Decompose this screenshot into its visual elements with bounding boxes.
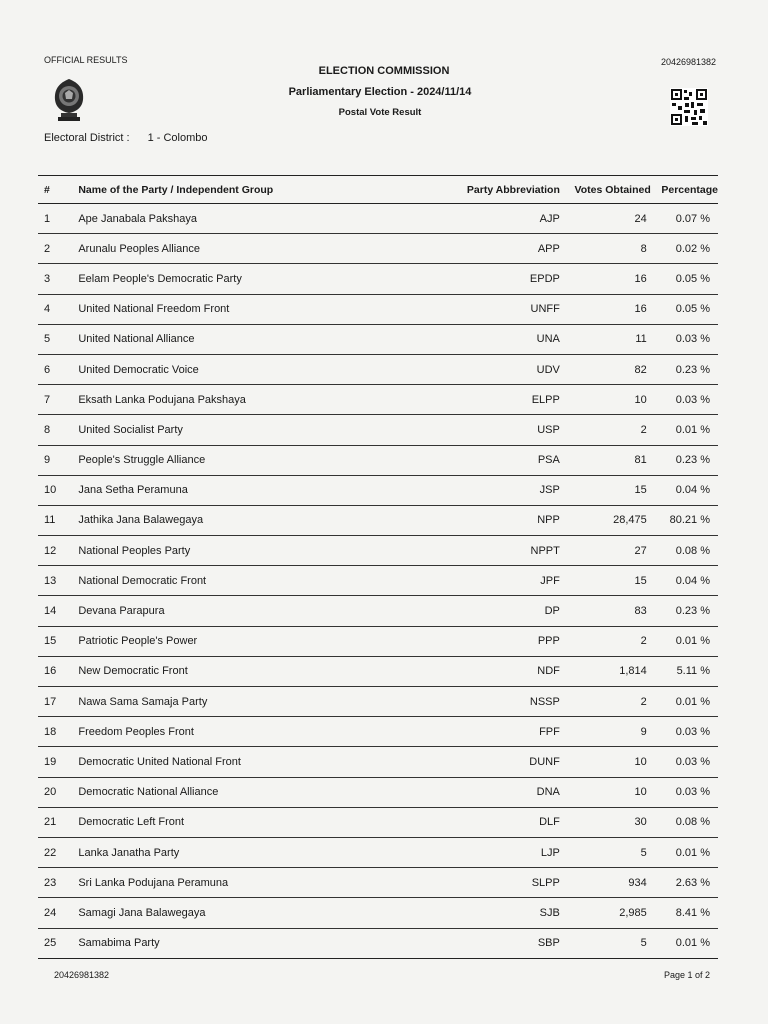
qr-code-icon <box>670 88 708 126</box>
votes-obtained: 8 <box>560 234 651 264</box>
votes-obtained: 28,475 <box>560 505 651 535</box>
party-name: People's Struggle Alliance <box>78 445 371 475</box>
percentage: 0.04 % <box>651 475 718 505</box>
table-row <box>38 204 718 234</box>
votes-obtained: 10 <box>560 747 651 777</box>
table-row <box>38 415 718 445</box>
party-name: United Socialist Party <box>78 415 371 445</box>
row-number: 14 <box>38 596 78 626</box>
percentage: 0.03 % <box>651 717 718 747</box>
table-row <box>38 596 718 626</box>
table-row <box>38 777 718 807</box>
table-row <box>38 385 718 415</box>
percentage: 0.23 % <box>651 445 718 475</box>
votes-obtained: 15 <box>560 475 651 505</box>
row-number: 7 <box>38 385 78 415</box>
district-label: Electoral District : <box>44 132 130 144</box>
votes-obtained: 2 <box>560 626 651 656</box>
party-abbreviation: NPPT <box>371 536 560 566</box>
postal-vote-title: Postal Vote Result <box>338 107 422 118</box>
electoral-district <box>44 132 208 144</box>
table-row <box>38 868 718 898</box>
row-number: 2 <box>38 234 78 264</box>
row-number: 1 <box>38 204 78 234</box>
col-header-percentage: Percentage <box>651 176 718 204</box>
table-row <box>38 234 718 264</box>
party-abbreviation: APP <box>371 234 560 264</box>
votes-obtained: 27 <box>560 536 651 566</box>
table-row <box>38 445 718 475</box>
table-row <box>38 505 718 535</box>
votes-obtained: 11 <box>560 324 651 354</box>
official-results-label: OFFICIAL RESULTS <box>44 55 128 65</box>
votes-obtained: 5 <box>560 928 651 958</box>
party-name: National Democratic Front <box>78 566 371 596</box>
party-abbreviation: NPP <box>371 505 560 535</box>
party-name: Ape Janabala Pakshaya <box>78 204 371 234</box>
party-abbreviation: DLF <box>371 807 560 837</box>
votes-obtained: 16 <box>560 264 651 294</box>
party-name: United Democratic Voice <box>78 354 371 384</box>
row-number: 13 <box>38 566 78 596</box>
party-abbreviation: JPF <box>371 566 560 596</box>
party-name: Samabima Party <box>78 928 371 958</box>
party-name: Eelam People's Democratic Party <box>78 264 371 294</box>
party-abbreviation: PSA <box>371 445 560 475</box>
table-row <box>38 656 718 686</box>
table-row <box>38 687 718 717</box>
party-abbreviation: NSSP <box>371 687 560 717</box>
row-number: 6 <box>38 354 78 384</box>
percentage: 0.03 % <box>651 324 718 354</box>
percentage: 0.01 % <box>651 928 718 958</box>
party-abbreviation: DUNF <box>371 747 560 777</box>
party-abbreviation: SJB <box>371 898 560 928</box>
party-name: Democratic Left Front <box>78 807 371 837</box>
row-number: 17 <box>38 687 78 717</box>
percentage: 0.01 % <box>651 837 718 867</box>
row-number: 3 <box>38 264 78 294</box>
party-name: Arunalu Peoples Alliance <box>78 234 371 264</box>
table-row <box>38 717 718 747</box>
party-abbreviation: UDV <box>371 354 560 384</box>
votes-obtained: 2 <box>560 415 651 445</box>
row-number: 4 <box>38 294 78 324</box>
percentage: 0.07 % <box>651 204 718 234</box>
table-row <box>38 324 718 354</box>
party-name: Lanka Janatha Party <box>78 837 371 867</box>
col-header-votes: Votes Obtained <box>560 176 651 204</box>
row-number: 9 <box>38 445 78 475</box>
percentage: 0.23 % <box>651 354 718 384</box>
votes-obtained: 24 <box>560 204 651 234</box>
percentage: 0.05 % <box>651 294 718 324</box>
party-abbreviation: UNFF <box>371 294 560 324</box>
document-id-top: 20426981382 <box>660 57 716 67</box>
party-name: United National Freedom Front <box>78 294 371 324</box>
party-abbreviation: SBP <box>371 928 560 958</box>
percentage: 0.03 % <box>651 385 718 415</box>
votes-obtained: 1,814 <box>560 656 651 686</box>
table-row <box>38 807 718 837</box>
percentage: 0.23 % <box>651 596 718 626</box>
party-name: United National Alliance <box>78 324 371 354</box>
percentage: 0.03 % <box>651 777 718 807</box>
col-header-abbreviation: Party Abbreviation <box>371 176 560 204</box>
party-abbreviation: NDF <box>371 656 560 686</box>
party-name: National Peoples Party <box>78 536 371 566</box>
table-row <box>38 747 718 777</box>
votes-obtained: 15 <box>560 566 651 596</box>
row-number: 25 <box>38 928 78 958</box>
row-number: 21 <box>38 807 78 837</box>
party-name: Samagi Jana Balawegaya <box>78 898 371 928</box>
votes-obtained: 2 <box>560 687 651 717</box>
row-number: 20 <box>38 777 78 807</box>
party-abbreviation: AJP <box>371 204 560 234</box>
document-id-bottom: 20426981382 <box>54 970 110 980</box>
table-row <box>38 536 718 566</box>
votes-obtained: 9 <box>560 717 651 747</box>
party-name: Freedom Peoples Front <box>78 717 371 747</box>
page-number: Page 1 of 2 <box>663 970 710 980</box>
votes-obtained: 82 <box>560 354 651 384</box>
votes-obtained: 10 <box>560 777 651 807</box>
election-title: Parliamentary Election - 2024/11/14 <box>288 86 472 98</box>
votes-obtained: 16 <box>560 294 651 324</box>
party-abbreviation: LJP <box>371 837 560 867</box>
row-number: 16 <box>38 656 78 686</box>
party-name: Jana Setha Peramuna <box>78 475 371 505</box>
row-number: 22 <box>38 837 78 867</box>
table-row <box>38 475 718 505</box>
party-name: Sri Lanka Podujana Peramuna <box>78 868 371 898</box>
party-abbreviation: FPF <box>371 717 560 747</box>
votes-obtained: 30 <box>560 807 651 837</box>
votes-obtained: 10 <box>560 385 651 415</box>
votes-obtained: 5 <box>560 837 651 867</box>
table-header-row <box>38 176 718 204</box>
col-header-number: # <box>38 176 78 204</box>
table-row <box>38 898 718 928</box>
party-name: Jathika Jana Balawegaya <box>78 505 371 535</box>
table-row <box>38 928 718 958</box>
party-abbreviation: PPP <box>371 626 560 656</box>
party-abbreviation: SLPP <box>371 868 560 898</box>
party-name: New Democratic Front <box>78 656 371 686</box>
percentage: 0.01 % <box>651 687 718 717</box>
percentage: 0.01 % <box>651 626 718 656</box>
table-row <box>38 837 718 867</box>
votes-obtained: 83 <box>560 596 651 626</box>
percentage: 5.11 % <box>651 656 718 686</box>
row-number: 15 <box>38 626 78 656</box>
table-row <box>38 294 718 324</box>
row-number: 8 <box>38 415 78 445</box>
percentage: 80.21 % <box>651 505 718 535</box>
votes-obtained: 2,985 <box>560 898 651 928</box>
percentage: 2.63 % <box>651 868 718 898</box>
party-abbreviation: JSP <box>371 475 560 505</box>
party-name: Democratic United National Front <box>78 747 371 777</box>
percentage: 0.03 % <box>651 747 718 777</box>
district-value: 1 - Colombo <box>147 132 208 144</box>
party-abbreviation: USP <box>371 415 560 445</box>
row-number: 24 <box>38 898 78 928</box>
percentage: 0.01 % <box>651 415 718 445</box>
row-number: 5 <box>38 324 78 354</box>
party-abbreviation: EPDP <box>371 264 560 294</box>
party-name: Democratic National Alliance <box>78 777 371 807</box>
party-name: Nawa Sama Samaja Party <box>78 687 371 717</box>
percentage: 0.02 % <box>651 234 718 264</box>
percentage: 0.05 % <box>651 264 718 294</box>
table-row <box>38 626 718 656</box>
row-number: 10 <box>38 475 78 505</box>
col-header-party-name: Name of the Party / Independent Group <box>78 176 371 204</box>
percentage: 0.08 % <box>651 807 718 837</box>
percentage: 0.04 % <box>651 566 718 596</box>
table-row <box>38 264 718 294</box>
party-name: Eksath Lanka Podujana Pakshaya <box>78 385 371 415</box>
row-number: 18 <box>38 717 78 747</box>
party-abbreviation: DNA <box>371 777 560 807</box>
party-name: Patriotic People's Power <box>78 626 371 656</box>
row-number: 12 <box>38 536 78 566</box>
party-name: Devana Parapura <box>78 596 371 626</box>
percentage: 0.08 % <box>651 536 718 566</box>
votes-obtained: 934 <box>560 868 651 898</box>
party-abbreviation: UNA <box>371 324 560 354</box>
party-abbreviation: ELPP <box>371 385 560 415</box>
commission-title: ELECTION COMMISSION <box>318 65 450 77</box>
row-number: 11 <box>38 505 78 535</box>
table-row <box>38 354 718 384</box>
votes-obtained: 81 <box>560 445 651 475</box>
results-table <box>38 175 718 959</box>
row-number: 23 <box>38 868 78 898</box>
row-number: 19 <box>38 747 78 777</box>
percentage: 8.41 % <box>651 898 718 928</box>
party-abbreviation: DP <box>371 596 560 626</box>
table-row <box>38 566 718 596</box>
